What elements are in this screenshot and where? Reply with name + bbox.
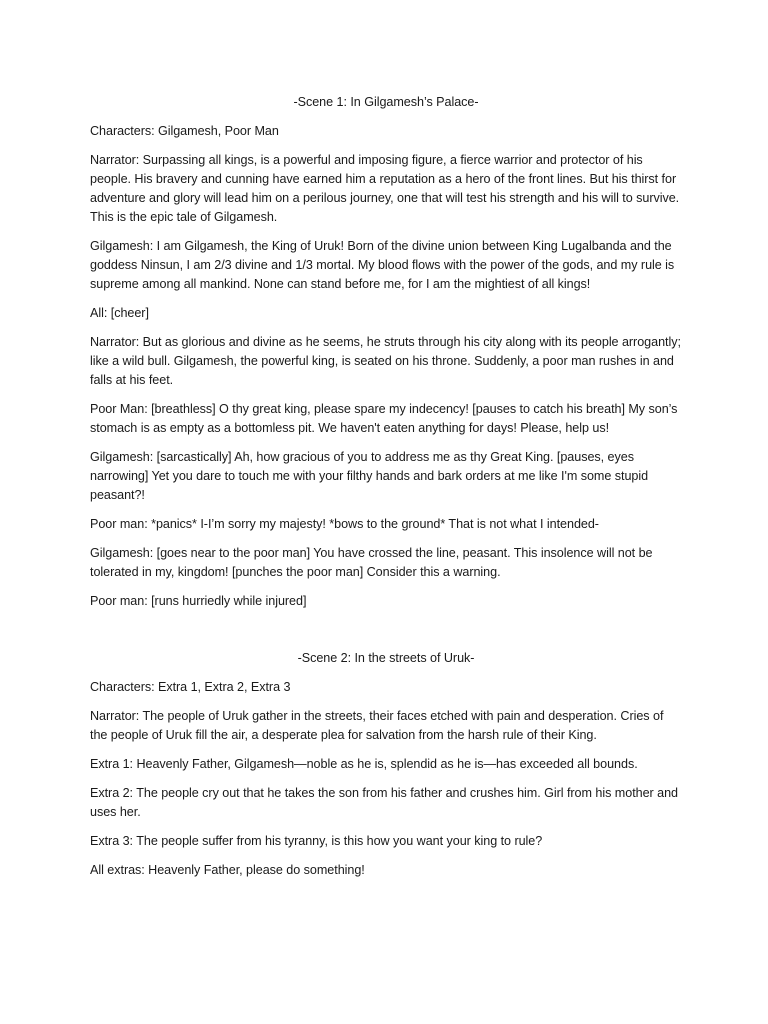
- dialogue-line: Extra 1: Heavenly Father, Gilgamesh—noble as he is, splendid as he is—has exceeded all bounds.: [90, 757, 638, 771]
- dialogue-line: Poor man: *panics* I-I’m sorry my majesty! *bows to the ground* That is not what I intended-: [90, 517, 599, 531]
- dialogue-line: Poor Man: [breathless] O thy great king, please spare my indecency! [pauses to catch his breath] My son’s stomach is as empty as a bottomless pit. We haven't eaten anything for days! Please, help us!: [90, 402, 678, 435]
- dialogue-line: All: [cheer]: [90, 306, 149, 320]
- scene-separator: [90, 621, 682, 649]
- scene-heading: -Scene 1: In Gilgamesh’s Palace-: [293, 95, 479, 109]
- dialogue-line: Narrator: But as glorious and divine as he seems, he struts through his city along with its people arrogantly; like a wild bull. Gilgamesh, the powerful king, is seated on his throne. Suddenly, a poor man rushes in and falls at his feet.: [90, 335, 681, 387]
- dialogue-line: Narrator: The people of Uruk gather in the streets, their faces etched with pain and desperation. Cries of the people of Uruk fill the air, a desperate plea for salvation from the harsh rule of their King.: [90, 709, 664, 742]
- characters-line: Characters: Extra 1, Extra 2, Extra 3: [90, 680, 291, 694]
- dialogue-line: Extra 3: The people suffer from his tyranny, is this how you want your king to rule?: [90, 834, 543, 848]
- dialogue-line: All extras: Heavenly Father, please do something!: [90, 863, 365, 877]
- dialogue-line: Gilgamesh: [sarcastically] Ah, how gracious of you to address me as thy Great King. [pauses, eyes narrowing] Yet you dare to touch me with your filthy hands and bark orders at me like I'm some stupid peasant?!: [90, 450, 649, 502]
- dialogue-line: Poor man: [runs hurriedly while injured]: [90, 594, 307, 608]
- dialogue-line: Extra 2: The people cry out that he takes the son from his father and crushes him. Girl from his mother and uses her.: [90, 786, 679, 819]
- dialogue-line: Gilgamesh: I am Gilgamesh, the King of Uruk! Born of the divine union between King Lugalbanda and the goddess Ninsun, I am 2/3 divine and 1/3 mortal. My blood flows with the power of the gods, and my rule is supreme among all mankind. None can stand before me, for I am the mightiest of all kings!: [90, 239, 675, 291]
- dialogue-line: Gilgamesh: [goes near to the poor man] You have crossed the line, peasant. This insolence will not be tolerated in my, kingdom! [punches the poor man] Consider this a warning.: [90, 546, 653, 579]
- scene-heading: -Scene 2: In the streets of Uruk-: [297, 651, 475, 665]
- scene-1: [90, 93, 682, 611]
- scene-2: [90, 649, 682, 880]
- dialogue-line: Narrator: Surpassing all kings, is a powerful and imposing figure, a fierce warrior and protector of his people. His bravery and cunning have earned him a reputation as a hero of the front lines. But his thirst for adventure and glory will lead him on a perilous journey, one that will test his strength and his will to survive. This is the epic tale of Gilgamesh.: [90, 153, 680, 224]
- characters-line: Characters: Gilgamesh, Poor Man: [90, 124, 279, 138]
- script-body: [90, 93, 682, 890]
